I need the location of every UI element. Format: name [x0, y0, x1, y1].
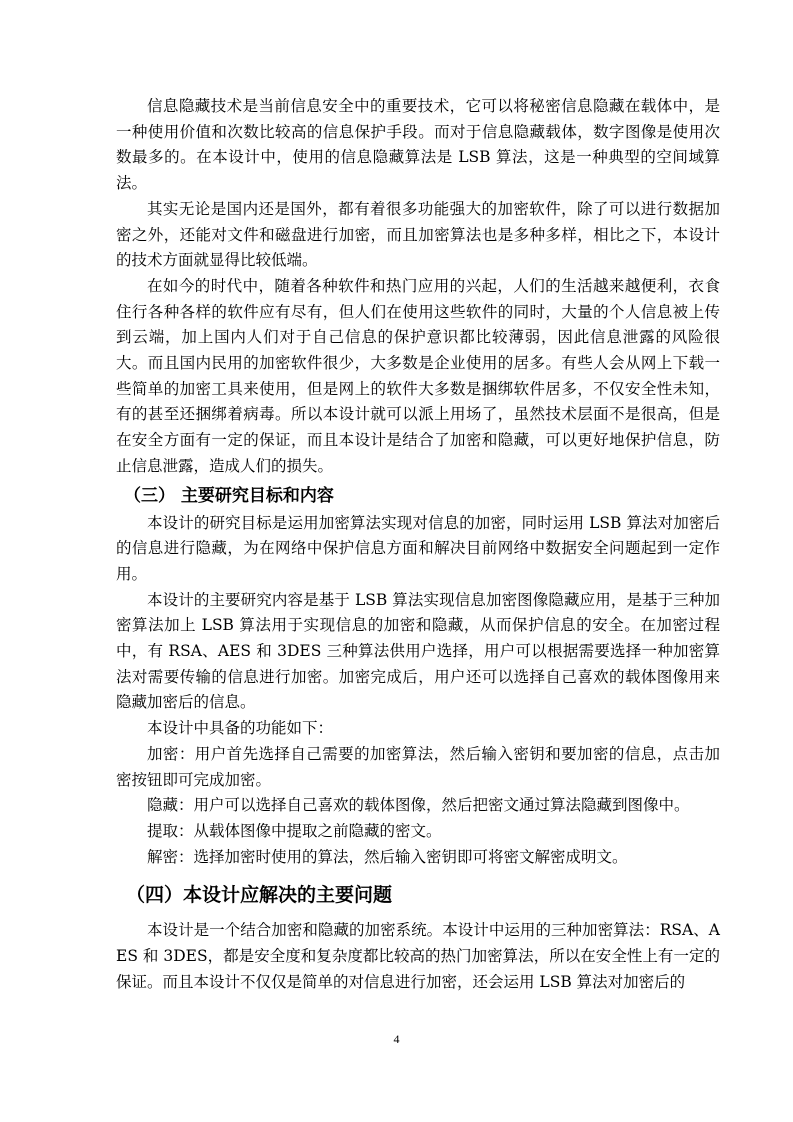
paragraph-research-goal: 本设计的研究目标是运用加密算法实现对信息的加密，同时运用 LSB 算法对加密后的信息进行隐藏，为在网络中保护信息方面和解决目前网络中数据安全问题起到一定作用。	[116, 513, 720, 583]
page-body	[116, 94, 720, 996]
paragraph-feature-hide: 隐藏：用户可以选择自己喜欢的载体图像，然后把密文通过算法隐藏到图像中。	[147, 796, 690, 815]
paragraph-feature-extract: 提取：从载体图像中提取之前隐藏的密文。	[147, 821, 442, 840]
paragraph-features-intro: 本设计中具备的功能如下：	[147, 719, 334, 738]
paragraph-intro-steganography: 信息隐藏技术是当前信息安全中的重要技术，它可以将秘密信息隐藏在载体中，是一种使用价值和次数比较高的信息保护手段。而对于信息隐藏载体，数字图像是使用次数最多的。在本设计中，使用的信息隐藏算法是 LSB 算法，这是一种典型的空间域算法。	[116, 97, 720, 193]
paragraph-research-content: 本设计的主要研究内容是基于 LSB 算法实现信息加密图像隐藏应用，是基于三种加密算法加上 LSB 算法用于实现信息的加密和隐藏，从而保护信息的安全。在加密过程中，有 RSA、AES 和 3DES 三种算法供用户选择，用户可以根据需要选择一种加密算法对需要传输的信息进行加密。加密完成后，用户还可以选择自己喜欢的载体图像用来隐藏加密后的信息。	[116, 590, 720, 712]
paragraph-motivation: 在如今的时代中，随着各种软件和热门应用的兴起，人们的生活越来越便利，衣食住行各种各样的软件应有尽有，但人们在使用这些软件的同时，大量的个人信息被上传到云端，加上国内人们对于自己信息的保护意识都比较薄弱，因此信息泄露的风险很大。而且国内民用的加密软件很少，大多数是企业使用的居多。有些人会从网上下载一些简单的加密工具来使用，但是网上的软件大多数是捆绑软件居多，不仅安全性未知，有的甚至还捆绑着病毒。所以本设计就可以派上用场了，虽然技术层面不是很高，但是在安全方面有一定的保证，而且本设计是结合了加密和隐藏，可以更好地保护信息，防止信息泄露，造成人们的损失。	[116, 276, 720, 475]
paragraph-feature-encrypt: 加密：用户首先选择自己需要的加密算法，然后输入密钥和要加密的信息，点击加密按钮即可完成加密。	[116, 744, 720, 789]
paragraph-feature-decrypt: 解密：选择加密时使用的算法，然后输入密钥即可将密文解密成明文。	[147, 847, 628, 866]
page-number: 4	[393, 1032, 400, 1046]
section-4-heading: （四）本设计应解决的主要问题	[126, 884, 393, 907]
paragraph-existing-software: 其实无论是国内还是国外，都有着很多功能强大的加密软件，除了可以进行数据加密之外，还能对文件和磁盘进行加密，而且加密算法也是多种多样，相比之下，本设计的技术方面就显得比较低端。	[116, 199, 720, 270]
paragraph-main-problems: 本设计是一个结合加密和隐藏的加密系统。本设计中运用的三种加密算法：RSA、AES 和 3DES，都是安全度和复杂度都比较高的热门加密算法，所以在安全性上有一定的保证。而且本设计不仅仅是简单的对信息进行加密，还会运用 LSB 算法对加密后的	[116, 921, 720, 991]
section-3-heading: （三） 主要研究目标和内容	[124, 485, 334, 506]
